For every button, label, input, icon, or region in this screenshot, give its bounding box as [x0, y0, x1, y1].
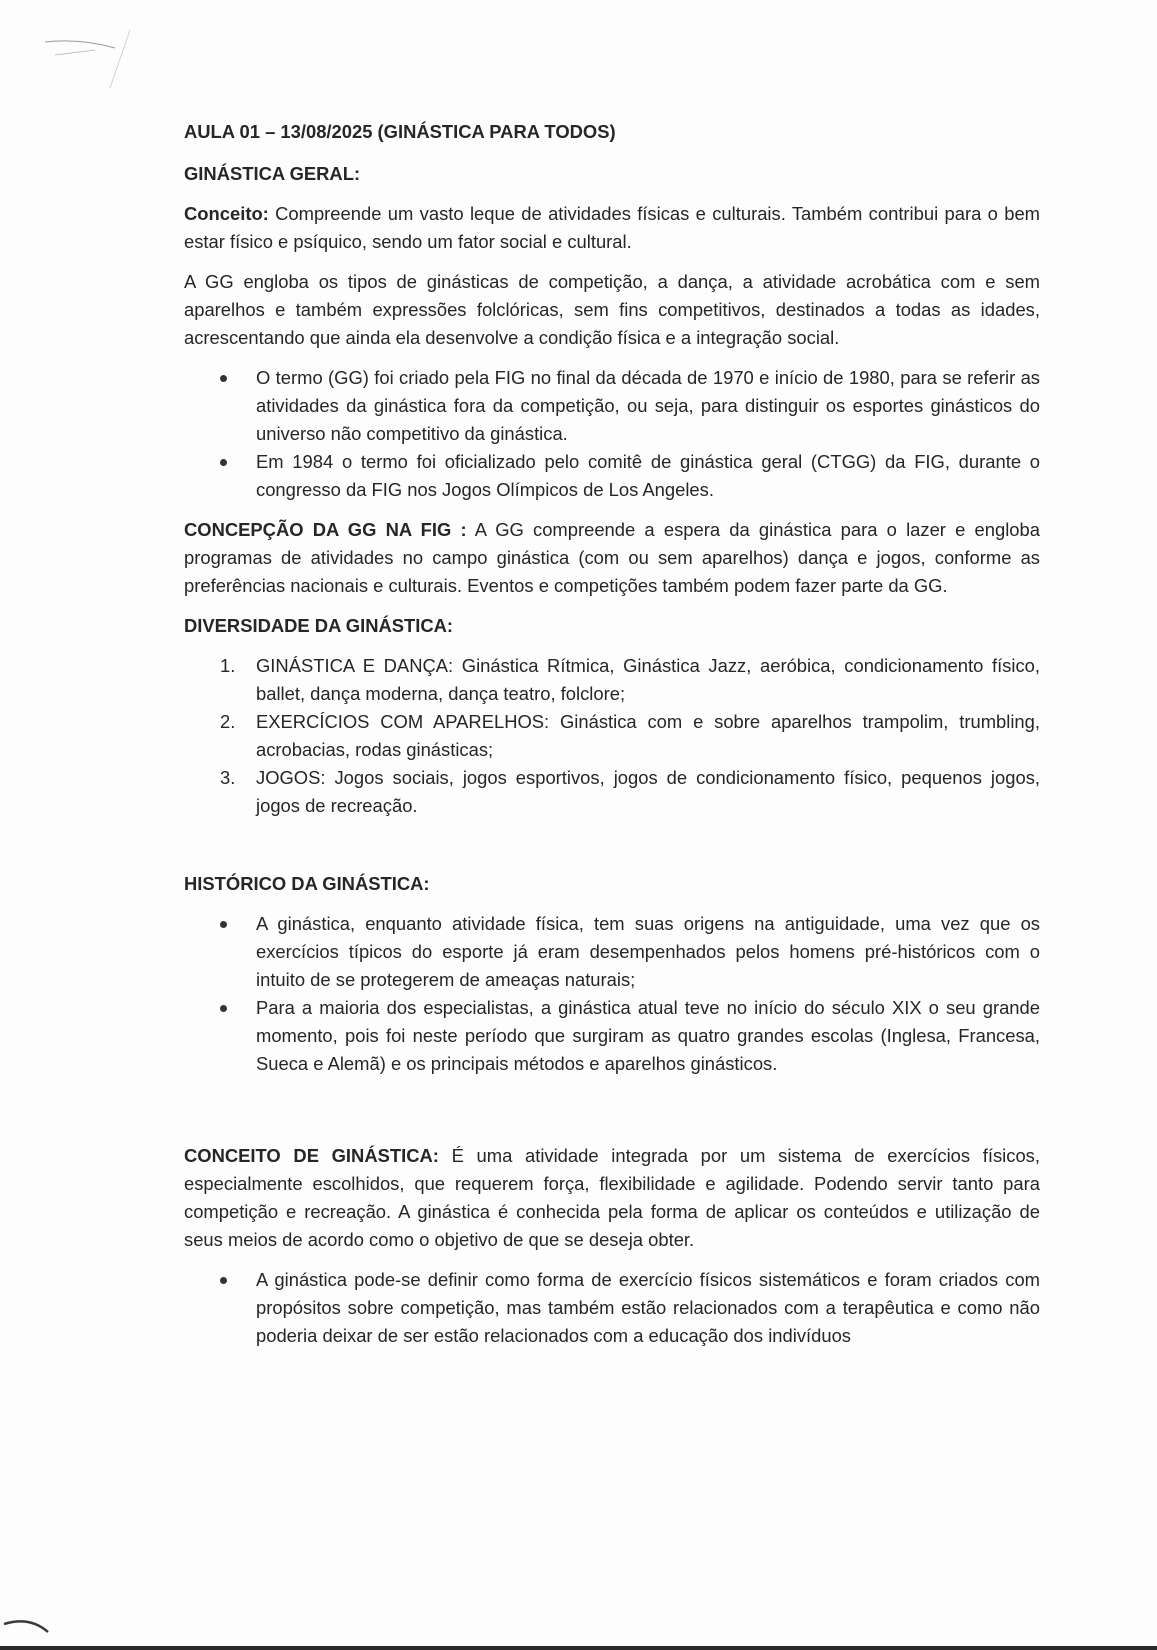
paragraph-concepcao [184, 516, 1040, 600]
text-conceito-ginastica: É uma atividade integrada por um sistema de exercícios físicos, especialmente escolhidos, que requerem força, flexibilidade e agilidade. Podendo servir tanto para competição e recreação. A ginástica é conhecida pela forma de aplicar os conteúdos e utilização de seus meios de acordo como o objetivo de que se deseja obter. [184, 1145, 1040, 1250]
list-item-text: A ginástica, enquanto atividade física, tem suas origens na antiguidade, uma vez que os exercícios típicos do esporte já eram desempenhados pelos homens pré-históricos com o intuito de se protegerem de ameaças naturais; [256, 913, 1040, 990]
label-conceito: Conceito: [184, 203, 269, 224]
paragraph-gg-engloba: A GG engloba os tipos de ginásticas de competição, a dança, a atividade acrobática com e sem aparelhos e também expressões folclóricas, sem fins competitivos, destinados a todas as idades, acrescentando que ainda ela desenvolve a condição física e a integração social. [184, 271, 1040, 348]
bullet-icon [220, 459, 227, 466]
label-conceito-ginastica: CONCEITO DE GINÁSTICA: [184, 1145, 439, 1166]
list-historico [184, 910, 1040, 1078]
spacer [184, 1090, 1040, 1142]
list-item [220, 764, 1040, 820]
list-item [220, 708, 1040, 764]
list-item [256, 364, 1040, 448]
list-item-text: O termo (GG) foi criado pela FIG no final da década de 1970 e início de 1980, para se referir as atividades da ginástica fora da competição, ou seja, para distinguir os esportes ginásticos do universo não competitivo da ginástica. [256, 367, 1040, 444]
heading-historico: HISTÓRICO DA GINÁSTICA: [184, 873, 430, 894]
list-item-text: Em 1984 o termo foi oficializado pelo comitê de ginástica geral (CTGG) da FIG, durante o congresso da FIG nos Jogos Olímpicos de Los Angeles. [256, 451, 1040, 500]
list-item [256, 910, 1040, 994]
bullet-icon [220, 1005, 227, 1012]
list-item-text: JOGOS: Jogos sociais, jogos esportivos, jogos de condicionamento físico, pequenos jogos, jogos de recreação. [256, 767, 1040, 816]
list-conceito-ginastica [184, 1266, 1040, 1350]
list-item-text: GINÁSTICA E DANÇA: Ginástica Rítmica, Ginástica Jazz, aeróbica, condicionamento físico, ballet, dança moderna, dança teatro, folclore; [256, 655, 1040, 704]
list-item-text: Para a maioria dos especialistas, a ginástica atual teve no início do século XIX o seu grande momento, pois foi neste período que surgiram as quatro grandes escolas (Inglesa, Francesa, Sueca e Alemã) e os principais métodos e aparelhos ginásticos. [256, 997, 1040, 1074]
text-conceito: Compreende um vasto leque de atividades físicas e culturais. Também contribui para o bem estar físico e psíquico, sendo um fator social e cultural. [184, 203, 1040, 252]
list-item-text: A ginástica pode-se definir como forma de exercício físicos sistemáticos e foram criados com propósitos sobre competição, mas também estão relacionados com a terapêutica e como não poderia deixar de ser estão relacionados com a educação dos indivíduos [256, 1269, 1040, 1346]
document-body [184, 118, 1040, 1362]
heading-ginastica-geral: GINÁSTICA GERAL: [184, 163, 361, 184]
list-item [220, 652, 1040, 708]
paragraph-conceito [184, 200, 1040, 256]
paragraph-conceito-ginastica [184, 1142, 1040, 1254]
bullet-icon [220, 1277, 227, 1284]
list-number: 1. [220, 655, 236, 676]
label-concepcao: CONCEPÇÃO DA GG NA FIG : [184, 519, 467, 540]
text-concepcao: A GG compreende a espera da ginástica para o lazer e engloba programas de atividades no campo ginástica (com ou sem aparelhos) dança e jogos, conforme as preferências nacionais e culturais. Eventos e competições também podem fazer parte da GG. [184, 519, 1040, 596]
scan-line-bottom [0, 1646, 1157, 1650]
list-number: 2. [220, 711, 236, 732]
scan-mark-bottom-left [0, 1608, 60, 1650]
document-title: AULA 01 – 13/08/2025 (GINÁSTICA PARA TODOS) [184, 121, 616, 142]
scan-smudge-top-left [40, 20, 140, 90]
spacer [184, 832, 1040, 870]
list-number: 3. [220, 767, 236, 788]
list-diversidade [184, 652, 1040, 820]
heading-diversidade: DIVERSIDADE DA GINÁSTICA: [184, 615, 454, 636]
list-item-text: EXERCÍCIOS COM APARELHOS: Ginástica com e sobre aparelhos trampolim, trumbling, acrobacias, rodas ginásticas; [256, 711, 1040, 760]
list-gg-termo [184, 364, 1040, 504]
list-item [256, 448, 1040, 504]
list-item [256, 1266, 1040, 1350]
bullet-icon [220, 375, 227, 382]
bullet-icon [220, 921, 227, 928]
list-item [256, 994, 1040, 1078]
